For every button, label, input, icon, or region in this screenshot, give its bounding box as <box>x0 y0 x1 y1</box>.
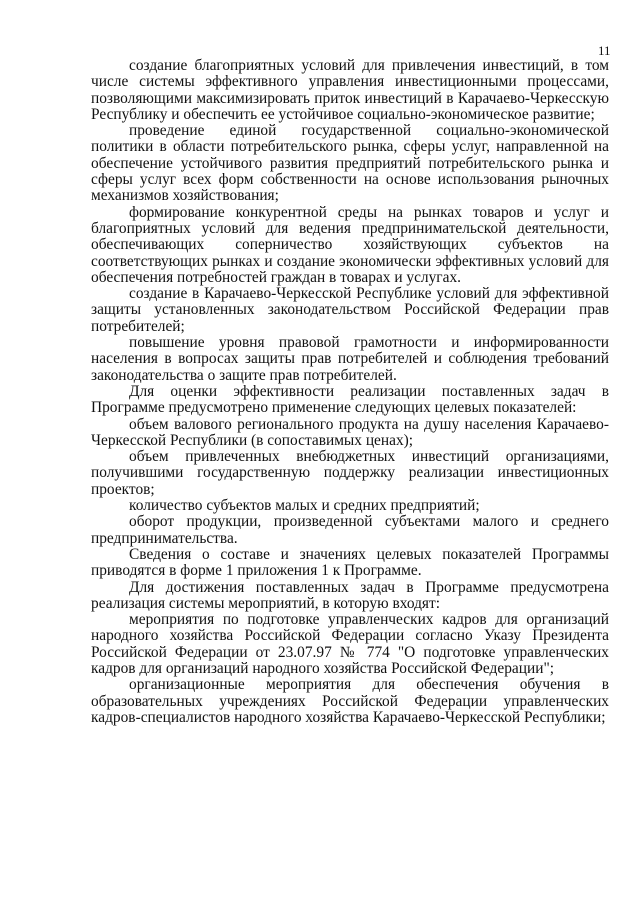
paragraph: создание в Карачаево-Черкесской Республике условий для эффективной защиты установленных законодательством Российской Федерации прав потребителей; <box>91 285 609 335</box>
paragraph: повышение уровня правовой грамотности и информированности населения в вопросах защиты прав потребителей и соблюдения требований законодательства о защите прав потребителей. <box>91 334 609 384</box>
paragraph: формирование конкурентной среды на рынках товаров и услуг и благоприятных условий для ведения предпринимательской деятельности, обеспечивающих соперничество хозяйствующих субъектов на соответствующих рынках и создание экономически эффективных условий для обеспечения потребностей граждан в товарах и услугах. <box>91 203 609 286</box>
paragraph: Для достижения поставленных задач в Программе предусмотрена реализация системы мероприятий, в которую входят: <box>91 578 609 612</box>
paragraph: организационные мероприятия для обеспечения обучения в образовательных учреждениях Российской Федерации управленческих кадров-специалистов народного хозяйства Карачаево-Черкесской Республики; <box>91 676 609 726</box>
paragraph: Сведения о составе и значениях целевых показателей Программы приводятся в форме 1 приложения 1 к Программе. <box>91 545 609 580</box>
paragraph: объем валового регионального продукта на душу населения Карачаево-Черкесской Республики (в сопоставимых ценах); <box>91 415 609 449</box>
paragraph: создание благоприятных условий для привлечения инвестиций, в том числе системы эффективного управления инвестиционными процессами, позволяющими максимизировать приток инвестиций в Карачаево-Черкесскую Республику и обеспечить ее устойчивое социально-экономическое развитие; <box>91 57 609 123</box>
paragraph: количество субъектов малых и средних предприятий; <box>129 497 480 515</box>
paragraph: объем привлеченных внебюджетных инвестиций организациями, получившими государственную поддержку реализации инвестиционных проектов; <box>91 448 609 498</box>
paragraph: оборот продукции, произведенной субъектами малого и среднего предпринимательства. <box>91 513 609 547</box>
paragraph: проведение единой государственной социально-экономической политики в области потребительского рынка, сферы услуг, направленной на обеспечение устойчивого развития предприятий потребительского рынка и сферы услуг всех форм собственности на основе использования рыночных механизмов хозяйствования; <box>91 122 609 205</box>
body-text <box>91 58 609 726</box>
paragraph: Для оценки эффективности реализации поставленных задач в Программе предусмотрено применение следующих целевых показателей: <box>91 382 609 417</box>
page-number: 11 <box>598 43 611 58</box>
paragraph: мероприятия по подготовке управленческих кадров для организаций народного хозяйства Российской Федерации согласно Указу Президента Российской Федерации от 23.07.97 № 774 "О подготовке управленческих кадров для организаций народного хозяйства Российской Федерации"; <box>91 611 609 677</box>
